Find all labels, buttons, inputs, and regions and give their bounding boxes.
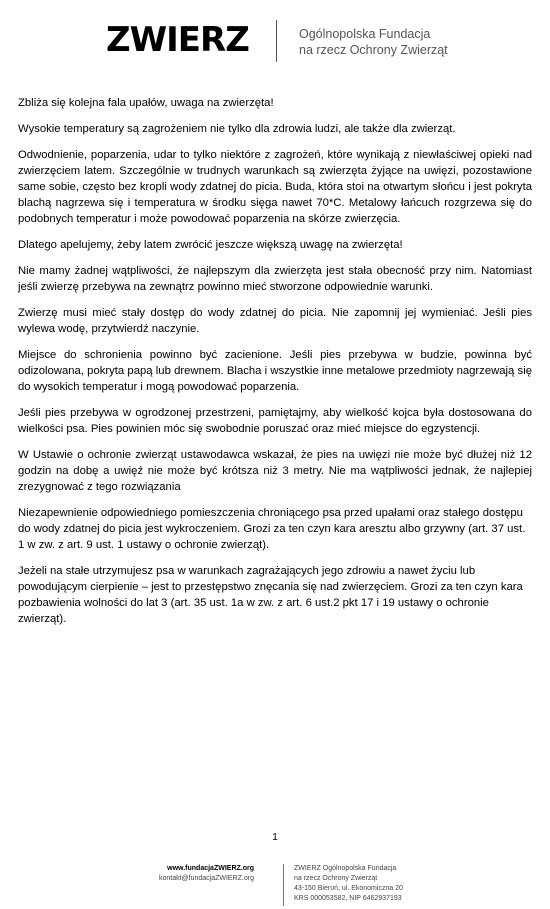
body-paragraph: Zwierzę musi mieć stały dostęp do wody zdatnej do picia. Nie zapomnij jej wymieniać. Jeśli pies wylewa wodę, przytwierdź naczynie. [18, 307, 532, 335]
footer-organization [294, 864, 403, 904]
foundation-name [299, 26, 448, 58]
legal-paragraph: Jeżeli na stałe utrzymujesz psa w warunkach zagrażających jego zdrowiu a nawet życiu lub powodującym cierpienie – jest to przestępstwo znęcania się nad zwierzęciem. Grozi za ten czyn kara pozbawienia wolności do lat 3 (art. 35 ust. 1a w zw. z art. 6 ust.2 pkt 17 i 19 ustawy o ochronie zwierząt). [18, 565, 523, 625]
body-paragraph: Wysokie temperatury są zagrożeniem nie tylko dla zdrowia ludzi, ale także dla zwierząt. [18, 123, 456, 135]
body-paragraph: Miejsce do schronienia powinno być zacienione. Jeśli pies przebywa w budzie, powinna być odizolowana, pokryta papą lub drewnem. Blacha i wszystkie inne metalowe przedmioty nagrzewają się do wysokich temperatur i mogą powodować poparzenia. [18, 349, 532, 393]
website-link[interactable]: www.fundacjaZWIERZ.org [167, 865, 254, 872]
body-paragraph: Jeśli pies przebywa w ogrodzonej przestrzeni, pamiętajmy, aby wielkość kojca była dostosowana do wielkości psa. Pies powinien móc się swobodnie poruszać oraz mieć miejsce do egzystencji. [18, 407, 532, 435]
footer-contact [159, 864, 254, 884]
footer-divider [283, 864, 284, 906]
body-paragraph: W Ustawie o ochronie zwierząt ustawodawca wskazał, że pies na uwięzi nie może być dłużej niż 12 godzin na dobę a uwięź nie może być krótsza niż 3 metry. Nie ma wątpliwości jednak, że najlepiej zrezygnować z tego rozwiązania [18, 449, 532, 493]
headline-paragraph: Zbliża się kolejna fala upałów, uwaga na zwierzęta! [18, 97, 274, 109]
footer-org-line-1: ZWIERZ Ogólnopolska Fundacja [294, 865, 397, 872]
page-number: 1 [272, 832, 278, 843]
foundation-name-line-1: Ogólnopolska Fundacja [299, 27, 431, 41]
footer-registry: KRS 000053582, NIP 6462937193 [294, 895, 402, 902]
appeal-paragraph: Dlatego apelujemy, żeby latem zwrócić jeszcze większą uwagę na zwierzęta! [18, 239, 403, 251]
email-link[interactable]: kontakt@fundacjaZWIERZ.org [158, 875, 254, 882]
body-paragraph: Odwodnienie, poparzenia, udar to tylko niektóre z zagrożeń, które wynikają z niewłaściwej opieki nad zwierzęciem latem. Szczególnie w trudnych warunkach są zwierzęta żyjące na uwięzi, pozostawione same sobie, często bez kropli wody zdatnej do picia. Buda, która stoi na otwartym słońcu i jest pokryta blachą nagrzewa się i temperatura w środku sięga nawet 70*C. Metalowy łańcuch rozgrzewa się do podobnych temperatur i może powodować poparzenia na skórze zwierzęcia. [18, 149, 532, 225]
legal-paragraph: Niezapewnienie odpowiedniego pomieszczenia chroniącego psa przed upałami oraz stałego dostępu do wody zdatnej do picia jest wykroczeniem. Grozi za ten czyn kara aresztu albo grzywny (art. 37 ust. 1 w zw. z art. 9 ust. 1 ustawy o ochronie zwierząt). [18, 507, 526, 551]
header-divider [276, 20, 277, 62]
zwierz-logo: ZWIERZ [106, 20, 249, 60]
body-paragraph: Nie mamy żadnej wątpliwości, że najlepszym dla zwierzęta jest stała obecność przy nim. Natomiast jeśli zwierzę przebywa na zewnątrz powinno mieć stworzone odpowiednie warunki. [18, 265, 532, 293]
document-body [18, 95, 532, 637]
foundation-name-line-2: na rzecz Ochrony Zwierząt [299, 43, 448, 57]
page-footer [0, 864, 550, 909]
footer-org-line-2: na rzecz Ochrony Zwierząt [294, 875, 378, 882]
footer-address: 43-150 Bieruń, ul. Ekonomiczna 20 [294, 885, 403, 892]
letterhead [0, 14, 550, 64]
